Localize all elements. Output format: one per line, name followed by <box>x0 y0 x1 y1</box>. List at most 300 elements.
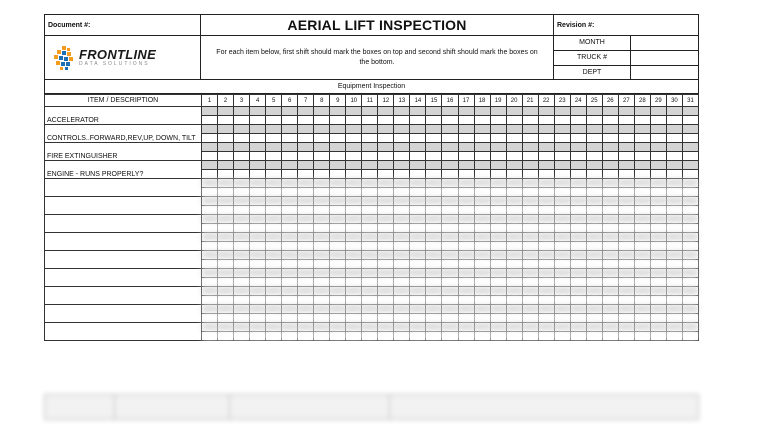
check-box-first-shift[interactable] <box>538 161 554 170</box>
check-box-second-shift[interactable] <box>346 116 362 125</box>
check-box-first-shift[interactable] <box>410 161 426 170</box>
check-box-first-shift[interactable] <box>554 269 570 278</box>
check-box-first-shift[interactable] <box>282 233 298 242</box>
check-box-second-shift[interactable] <box>570 332 586 341</box>
check-box-second-shift[interactable] <box>282 134 298 143</box>
check-box-first-shift[interactable] <box>474 269 490 278</box>
check-box-first-shift[interactable] <box>554 215 570 224</box>
check-box-second-shift[interactable] <box>378 170 394 179</box>
check-box-first-shift[interactable] <box>282 323 298 332</box>
check-box-second-shift[interactable] <box>282 206 298 215</box>
check-box-second-shift[interactable] <box>682 260 698 269</box>
check-box-second-shift[interactable] <box>522 188 538 197</box>
check-box-second-shift[interactable] <box>250 314 266 323</box>
check-box-first-shift[interactable] <box>218 233 234 242</box>
check-box-first-shift[interactable] <box>666 197 682 206</box>
check-box-second-shift[interactable] <box>650 242 666 251</box>
check-box-first-shift[interactable] <box>330 125 346 134</box>
check-box-first-shift[interactable] <box>570 143 586 152</box>
check-box-first-shift[interactable] <box>362 251 378 260</box>
check-box-second-shift[interactable] <box>250 188 266 197</box>
check-box-second-shift[interactable] <box>554 314 570 323</box>
check-box-second-shift[interactable] <box>298 134 314 143</box>
check-box-first-shift[interactable] <box>682 107 698 116</box>
check-box-second-shift[interactable] <box>458 134 474 143</box>
check-box-second-shift[interactable] <box>682 170 698 179</box>
check-box-second-shift[interactable] <box>554 260 570 269</box>
check-box-second-shift[interactable] <box>682 224 698 233</box>
check-box-second-shift[interactable] <box>506 188 522 197</box>
check-box-second-shift[interactable] <box>666 206 682 215</box>
check-box-first-shift[interactable] <box>298 179 314 188</box>
check-box-first-shift[interactable] <box>266 323 282 332</box>
check-box-second-shift[interactable] <box>650 224 666 233</box>
check-box-second-shift[interactable] <box>570 314 586 323</box>
check-box-first-shift[interactable] <box>586 287 602 296</box>
check-box-first-shift[interactable] <box>506 179 522 188</box>
check-box-first-shift[interactable] <box>234 215 250 224</box>
check-box-first-shift[interactable] <box>506 287 522 296</box>
check-box-second-shift[interactable] <box>234 206 250 215</box>
check-box-first-shift[interactable] <box>346 179 362 188</box>
check-box-second-shift[interactable] <box>506 296 522 305</box>
check-box-first-shift[interactable] <box>330 233 346 242</box>
check-box-first-shift[interactable] <box>330 143 346 152</box>
check-box-first-shift[interactable] <box>346 323 362 332</box>
check-box-first-shift[interactable] <box>426 269 442 278</box>
check-box-first-shift[interactable] <box>394 251 410 260</box>
check-box-second-shift[interactable] <box>618 332 634 341</box>
check-box-second-shift[interactable] <box>362 314 378 323</box>
check-box-first-shift[interactable] <box>634 197 650 206</box>
check-box-first-shift[interactable] <box>506 269 522 278</box>
check-box-second-shift[interactable] <box>202 134 218 143</box>
check-box-second-shift[interactable] <box>650 152 666 161</box>
check-box-first-shift[interactable] <box>602 107 618 116</box>
check-box-first-shift[interactable] <box>602 179 618 188</box>
check-box-second-shift[interactable] <box>602 152 618 161</box>
check-box-first-shift[interactable] <box>314 143 330 152</box>
check-box-first-shift[interactable] <box>394 143 410 152</box>
check-box-second-shift[interactable] <box>426 242 442 251</box>
check-box-second-shift[interactable] <box>426 152 442 161</box>
check-box-first-shift[interactable] <box>234 305 250 314</box>
check-box-second-shift[interactable] <box>442 332 458 341</box>
check-box-second-shift[interactable] <box>202 188 218 197</box>
check-box-second-shift[interactable] <box>602 278 618 287</box>
check-box-first-shift[interactable] <box>554 125 570 134</box>
check-box-second-shift[interactable] <box>218 134 234 143</box>
check-box-second-shift[interactable] <box>282 260 298 269</box>
check-box-second-shift[interactable] <box>570 116 586 125</box>
check-box-first-shift[interactable] <box>202 287 218 296</box>
check-box-second-shift[interactable] <box>250 332 266 341</box>
check-box-second-shift[interactable] <box>346 242 362 251</box>
check-box-first-shift[interactable] <box>330 323 346 332</box>
check-box-second-shift[interactable] <box>506 206 522 215</box>
check-box-first-shift[interactable] <box>218 305 234 314</box>
check-box-second-shift[interactable] <box>570 296 586 305</box>
check-box-second-shift[interactable] <box>618 152 634 161</box>
check-box-first-shift[interactable] <box>682 143 698 152</box>
check-box-second-shift[interactable] <box>394 170 410 179</box>
check-box-second-shift[interactable] <box>330 314 346 323</box>
check-box-second-shift[interactable] <box>394 296 410 305</box>
check-box-first-shift[interactable] <box>490 305 506 314</box>
check-box-first-shift[interactable] <box>538 107 554 116</box>
check-box-second-shift[interactable] <box>362 242 378 251</box>
check-box-second-shift[interactable] <box>234 260 250 269</box>
check-box-first-shift[interactable] <box>506 161 522 170</box>
check-box-first-shift[interactable] <box>522 197 538 206</box>
check-box-second-shift[interactable] <box>618 224 634 233</box>
check-box-second-shift[interactable] <box>634 278 650 287</box>
check-box-first-shift[interactable] <box>570 269 586 278</box>
check-box-second-shift[interactable] <box>314 332 330 341</box>
check-box-first-shift[interactable] <box>234 287 250 296</box>
check-box-first-shift[interactable] <box>346 269 362 278</box>
check-box-first-shift[interactable] <box>250 287 266 296</box>
check-box-first-shift[interactable] <box>314 251 330 260</box>
check-box-first-shift[interactable] <box>282 143 298 152</box>
check-box-first-shift[interactable] <box>586 143 602 152</box>
check-box-second-shift[interactable] <box>490 206 506 215</box>
check-box-first-shift[interactable] <box>522 251 538 260</box>
check-box-first-shift[interactable] <box>410 323 426 332</box>
check-box-first-shift[interactable] <box>394 287 410 296</box>
check-box-second-shift[interactable] <box>202 332 218 341</box>
check-box-first-shift[interactable] <box>394 269 410 278</box>
check-box-first-shift[interactable] <box>266 161 282 170</box>
check-box-first-shift[interactable] <box>602 125 618 134</box>
check-box-first-shift[interactable] <box>250 251 266 260</box>
check-box-first-shift[interactable] <box>474 125 490 134</box>
check-box-first-shift[interactable] <box>522 233 538 242</box>
check-box-second-shift[interactable] <box>314 134 330 143</box>
check-box-second-shift[interactable] <box>554 278 570 287</box>
check-box-second-shift[interactable] <box>634 242 650 251</box>
check-box-second-shift[interactable] <box>666 314 682 323</box>
check-box-second-shift[interactable] <box>314 260 330 269</box>
check-box-first-shift[interactable] <box>490 161 506 170</box>
check-box-second-shift[interactable] <box>442 242 458 251</box>
check-box-second-shift[interactable] <box>378 152 394 161</box>
check-box-second-shift[interactable] <box>522 332 538 341</box>
check-box-second-shift[interactable] <box>234 116 250 125</box>
check-box-first-shift[interactable] <box>570 161 586 170</box>
check-box-first-shift[interactable] <box>234 161 250 170</box>
check-box-second-shift[interactable] <box>490 242 506 251</box>
check-box-second-shift[interactable] <box>522 206 538 215</box>
check-box-first-shift[interactable] <box>618 125 634 134</box>
check-box-first-shift[interactable] <box>394 161 410 170</box>
check-box-first-shift[interactable] <box>346 143 362 152</box>
check-box-first-shift[interactable] <box>570 233 586 242</box>
check-box-first-shift[interactable] <box>538 125 554 134</box>
check-box-first-shift[interactable] <box>314 161 330 170</box>
check-box-first-shift[interactable] <box>410 197 426 206</box>
check-box-first-shift[interactable] <box>506 323 522 332</box>
check-box-first-shift[interactable] <box>442 125 458 134</box>
check-box-second-shift[interactable] <box>250 224 266 233</box>
check-box-second-shift[interactable] <box>650 134 666 143</box>
check-box-first-shift[interactable] <box>522 125 538 134</box>
check-box-second-shift[interactable] <box>314 224 330 233</box>
check-box-second-shift[interactable] <box>250 152 266 161</box>
check-box-second-shift[interactable] <box>682 116 698 125</box>
check-box-second-shift[interactable] <box>474 206 490 215</box>
check-box-first-shift[interactable] <box>570 179 586 188</box>
check-box-second-shift[interactable] <box>522 224 538 233</box>
check-box-first-shift[interactable] <box>554 305 570 314</box>
check-box-first-shift[interactable] <box>346 305 362 314</box>
month-field[interactable] <box>631 36 698 50</box>
check-box-first-shift[interactable] <box>650 107 666 116</box>
check-box-first-shift[interactable] <box>378 251 394 260</box>
check-box-first-shift[interactable] <box>378 269 394 278</box>
check-box-first-shift[interactable] <box>362 305 378 314</box>
check-box-second-shift[interactable] <box>298 224 314 233</box>
check-box-first-shift[interactable] <box>458 197 474 206</box>
check-box-first-shift[interactable] <box>282 251 298 260</box>
check-box-first-shift[interactable] <box>314 287 330 296</box>
check-box-second-shift[interactable] <box>650 332 666 341</box>
check-box-first-shift[interactable] <box>522 287 538 296</box>
check-box-second-shift[interactable] <box>442 170 458 179</box>
check-box-first-shift[interactable] <box>666 125 682 134</box>
check-box-second-shift[interactable] <box>426 134 442 143</box>
check-box-second-shift[interactable] <box>298 188 314 197</box>
check-box-first-shift[interactable] <box>218 161 234 170</box>
check-box-first-shift[interactable] <box>538 197 554 206</box>
check-box-first-shift[interactable] <box>298 107 314 116</box>
check-box-second-shift[interactable] <box>538 314 554 323</box>
check-box-first-shift[interactable] <box>506 305 522 314</box>
check-box-second-shift[interactable] <box>234 224 250 233</box>
check-box-second-shift[interactable] <box>570 170 586 179</box>
check-box-second-shift[interactable] <box>330 242 346 251</box>
check-box-first-shift[interactable] <box>682 215 698 224</box>
check-box-second-shift[interactable] <box>522 296 538 305</box>
check-box-second-shift[interactable] <box>586 314 602 323</box>
check-box-second-shift[interactable] <box>490 314 506 323</box>
check-box-first-shift[interactable] <box>634 179 650 188</box>
check-box-first-shift[interactable] <box>266 287 282 296</box>
check-box-first-shift[interactable] <box>666 323 682 332</box>
truck-field[interactable] <box>631 51 698 65</box>
check-box-second-shift[interactable] <box>682 278 698 287</box>
check-box-first-shift[interactable] <box>650 143 666 152</box>
check-box-first-shift[interactable] <box>586 269 602 278</box>
check-box-first-shift[interactable] <box>602 233 618 242</box>
check-box-second-shift[interactable] <box>202 116 218 125</box>
check-box-second-shift[interactable] <box>394 260 410 269</box>
check-box-second-shift[interactable] <box>586 116 602 125</box>
check-box-first-shift[interactable] <box>330 179 346 188</box>
check-box-first-shift[interactable] <box>282 161 298 170</box>
check-box-first-shift[interactable] <box>602 269 618 278</box>
check-box-first-shift[interactable] <box>314 107 330 116</box>
check-box-first-shift[interactable] <box>650 197 666 206</box>
check-box-second-shift[interactable] <box>666 296 682 305</box>
check-box-second-shift[interactable] <box>378 134 394 143</box>
check-box-second-shift[interactable] <box>506 170 522 179</box>
check-box-second-shift[interactable] <box>410 170 426 179</box>
check-box-second-shift[interactable] <box>362 224 378 233</box>
check-box-first-shift[interactable] <box>474 251 490 260</box>
check-box-first-shift[interactable] <box>330 305 346 314</box>
check-box-first-shift[interactable] <box>650 179 666 188</box>
check-box-first-shift[interactable] <box>218 179 234 188</box>
check-box-second-shift[interactable] <box>298 278 314 287</box>
check-box-second-shift[interactable] <box>490 332 506 341</box>
check-box-second-shift[interactable] <box>394 278 410 287</box>
check-box-second-shift[interactable] <box>442 260 458 269</box>
check-box-second-shift[interactable] <box>266 260 282 269</box>
check-box-second-shift[interactable] <box>682 134 698 143</box>
check-box-second-shift[interactable] <box>458 278 474 287</box>
check-box-first-shift[interactable] <box>458 251 474 260</box>
check-box-second-shift[interactable] <box>538 206 554 215</box>
check-box-second-shift[interactable] <box>250 116 266 125</box>
check-box-first-shift[interactable] <box>234 233 250 242</box>
check-box-second-shift[interactable] <box>218 206 234 215</box>
check-box-second-shift[interactable] <box>298 206 314 215</box>
check-box-second-shift[interactable] <box>554 134 570 143</box>
check-box-second-shift[interactable] <box>458 152 474 161</box>
check-box-second-shift[interactable] <box>634 260 650 269</box>
check-box-first-shift[interactable] <box>570 215 586 224</box>
check-box-second-shift[interactable] <box>394 314 410 323</box>
check-box-first-shift[interactable] <box>442 179 458 188</box>
check-box-first-shift[interactable] <box>426 143 442 152</box>
check-box-first-shift[interactable] <box>522 215 538 224</box>
check-box-second-shift[interactable] <box>282 116 298 125</box>
check-box-second-shift[interactable] <box>618 170 634 179</box>
check-box-first-shift[interactable] <box>682 161 698 170</box>
check-box-second-shift[interactable] <box>266 116 282 125</box>
check-box-second-shift[interactable] <box>410 116 426 125</box>
check-box-first-shift[interactable] <box>426 323 442 332</box>
check-box-second-shift[interactable] <box>634 134 650 143</box>
check-box-second-shift[interactable] <box>618 116 634 125</box>
check-box-second-shift[interactable] <box>314 188 330 197</box>
check-box-first-shift[interactable] <box>298 233 314 242</box>
check-box-first-shift[interactable] <box>650 305 666 314</box>
check-box-second-shift[interactable] <box>490 188 506 197</box>
check-box-second-shift[interactable] <box>202 242 218 251</box>
check-box-second-shift[interactable] <box>554 332 570 341</box>
check-box-first-shift[interactable] <box>346 161 362 170</box>
check-box-first-shift[interactable] <box>202 251 218 260</box>
check-box-first-shift[interactable] <box>250 107 266 116</box>
check-box-first-shift[interactable] <box>394 179 410 188</box>
check-box-second-shift[interactable] <box>650 116 666 125</box>
check-box-second-shift[interactable] <box>650 206 666 215</box>
check-box-first-shift[interactable] <box>618 161 634 170</box>
check-box-second-shift[interactable] <box>282 152 298 161</box>
check-box-first-shift[interactable] <box>442 269 458 278</box>
check-box-second-shift[interactable] <box>250 278 266 287</box>
check-box-second-shift[interactable] <box>362 206 378 215</box>
check-box-second-shift[interactable] <box>586 188 602 197</box>
check-box-first-shift[interactable] <box>234 197 250 206</box>
check-box-first-shift[interactable] <box>618 269 634 278</box>
check-box-first-shift[interactable] <box>490 287 506 296</box>
check-box-second-shift[interactable] <box>618 242 634 251</box>
check-box-second-shift[interactable] <box>650 188 666 197</box>
check-box-first-shift[interactable] <box>378 233 394 242</box>
check-box-second-shift[interactable] <box>346 314 362 323</box>
check-box-first-shift[interactable] <box>218 287 234 296</box>
check-box-first-shift[interactable] <box>634 323 650 332</box>
check-box-first-shift[interactable] <box>666 269 682 278</box>
check-box-first-shift[interactable] <box>650 323 666 332</box>
check-box-second-shift[interactable] <box>362 116 378 125</box>
check-box-second-shift[interactable] <box>410 332 426 341</box>
check-box-second-shift[interactable] <box>458 242 474 251</box>
check-box-second-shift[interactable] <box>330 224 346 233</box>
check-box-second-shift[interactable] <box>586 296 602 305</box>
check-box-first-shift[interactable] <box>554 179 570 188</box>
check-box-first-shift[interactable] <box>346 125 362 134</box>
check-box-first-shift[interactable] <box>218 215 234 224</box>
check-box-second-shift[interactable] <box>218 260 234 269</box>
check-box-second-shift[interactable] <box>522 242 538 251</box>
check-box-second-shift[interactable] <box>602 332 618 341</box>
check-box-second-shift[interactable] <box>362 296 378 305</box>
check-box-first-shift[interactable] <box>218 197 234 206</box>
check-box-second-shift[interactable] <box>266 188 282 197</box>
check-box-second-shift[interactable] <box>474 296 490 305</box>
check-box-first-shift[interactable] <box>298 197 314 206</box>
check-box-first-shift[interactable] <box>586 215 602 224</box>
check-box-first-shift[interactable] <box>570 323 586 332</box>
check-box-second-shift[interactable] <box>682 314 698 323</box>
check-box-second-shift[interactable] <box>442 188 458 197</box>
check-box-first-shift[interactable] <box>234 179 250 188</box>
check-box-first-shift[interactable] <box>522 107 538 116</box>
check-box-first-shift[interactable] <box>458 107 474 116</box>
check-box-second-shift[interactable] <box>282 170 298 179</box>
check-box-first-shift[interactable] <box>586 197 602 206</box>
check-box-first-shift[interactable] <box>330 197 346 206</box>
check-box-second-shift[interactable] <box>666 188 682 197</box>
check-box-second-shift[interactable] <box>586 278 602 287</box>
check-box-second-shift[interactable] <box>602 224 618 233</box>
check-box-first-shift[interactable] <box>362 197 378 206</box>
check-box-second-shift[interactable] <box>650 296 666 305</box>
check-box-first-shift[interactable] <box>666 215 682 224</box>
check-box-second-shift[interactable] <box>362 152 378 161</box>
check-box-first-shift[interactable] <box>298 269 314 278</box>
check-box-first-shift[interactable] <box>330 107 346 116</box>
check-box-first-shift[interactable] <box>410 251 426 260</box>
check-box-first-shift[interactable] <box>666 161 682 170</box>
check-box-first-shift[interactable] <box>410 143 426 152</box>
check-box-first-shift[interactable] <box>202 269 218 278</box>
check-box-second-shift[interactable] <box>218 296 234 305</box>
check-box-first-shift[interactable] <box>266 125 282 134</box>
check-box-first-shift[interactable] <box>506 197 522 206</box>
check-box-first-shift[interactable] <box>570 125 586 134</box>
check-box-second-shift[interactable] <box>458 188 474 197</box>
check-box-first-shift[interactable] <box>378 197 394 206</box>
check-box-second-shift[interactable] <box>298 152 314 161</box>
check-box-first-shift[interactable] <box>554 161 570 170</box>
check-box-second-shift[interactable] <box>586 260 602 269</box>
check-box-second-shift[interactable] <box>538 188 554 197</box>
